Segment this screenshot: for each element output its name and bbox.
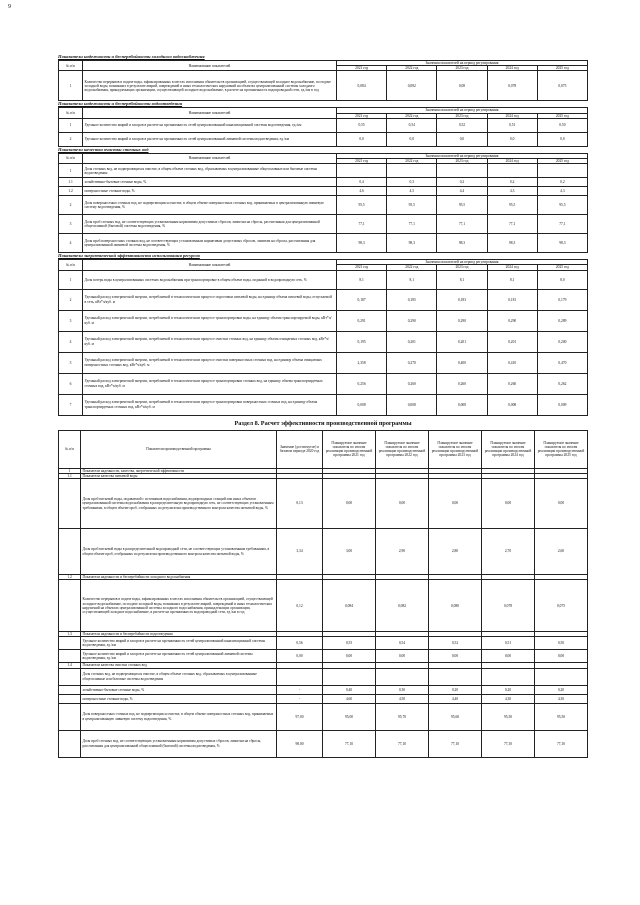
table-row xyxy=(59,187,588,196)
row-name: Удельный расход электрической энергии, потребляемой в технологическом процессе транспортировки сточных вод, на единицу объема транспортируемых сточных вод, кВт*ч/куб. м xyxy=(83,373,337,394)
col-header-plan: Планируемое значение показателя по итогам реализации производственной программы 2021 год xyxy=(323,430,376,468)
row-name: Удельное количество аварий и засоров в расчете на протяженность сетей централизованной ливневой системы водоотведения, ед./км xyxy=(83,132,337,146)
row-value: 0,290 xyxy=(487,310,537,331)
row-value xyxy=(376,668,429,685)
table-program-efficiency xyxy=(58,430,588,758)
row-no: 1 xyxy=(59,270,83,289)
row-base: - xyxy=(277,694,323,703)
row-value: 0,40 xyxy=(323,685,376,694)
col-header-no: № п/п xyxy=(59,61,83,71)
row-value: 4,50 xyxy=(376,694,429,703)
row-no xyxy=(59,703,81,730)
table-wastewater-reliability xyxy=(58,107,588,146)
row-value: 98,3 xyxy=(337,234,387,253)
row-no: 4 xyxy=(59,331,83,352)
row-value: 0,00 xyxy=(482,479,535,529)
table-cold-water-reliability xyxy=(58,60,588,101)
row-value xyxy=(537,164,587,178)
table-row xyxy=(59,270,588,289)
section-title-cold-water-reliability: Показатели надежности и бесперебойности холодного водоснабжения xyxy=(58,54,205,59)
row-value: 0,470 xyxy=(537,352,587,373)
row-value: 98,3 xyxy=(437,234,487,253)
year-header: 2024 год xyxy=(487,66,537,71)
row-no: 1.2 xyxy=(59,187,83,196)
col-header-base: Значение (достигнутое) в базовом периоде 2020 год xyxy=(277,430,323,468)
row-name: Количество перерывов в подаче воды, зафиксированных в местах исполнения обязательств организацией, осуществляющей холодное водоснабжение, по подаче холодной воды, возникших в результате аварий, повреждений и иных технологических нарушений на объектах централизованной системы холодного водоснабжения, принадлежащих организации, осуществляющей холодное водоснабжение, в расчете на протяженность водопроводной сети, ед./км в год xyxy=(83,71,337,101)
row-value: 2,358 xyxy=(337,352,387,373)
row-no xyxy=(59,694,81,703)
row-value: 0,260 xyxy=(387,373,437,394)
row-value xyxy=(429,668,482,685)
year-header: 2023 год xyxy=(437,265,487,270)
row-no: 1 xyxy=(59,468,81,473)
row-name: хозяйственно-бытовые сточные воды, % xyxy=(81,685,277,694)
row-no: 2 xyxy=(59,132,83,146)
row-value: 0,080 xyxy=(429,580,482,632)
row-value: 0,078 xyxy=(482,580,535,632)
row-value: 0,0 xyxy=(337,132,387,146)
row-value: 0,0 xyxy=(387,132,437,146)
row-value: 0,187 xyxy=(337,289,387,310)
row-value: 4,30 xyxy=(482,694,535,703)
table-row xyxy=(59,650,588,663)
row-no xyxy=(59,529,81,575)
row-name: Доля проб питьевой воды в распределительной водопроводной сети, не соответствующих установленным требованиям, в общем объеме проб, отобранных по результатам производственного контроля качества питьевой воды, % xyxy=(81,529,277,575)
row-base: 0,56 xyxy=(277,637,323,650)
year-header: 2023 год xyxy=(437,66,487,71)
row-value: 4,3 xyxy=(487,187,537,196)
row-value: 8,1 xyxy=(387,270,437,289)
col-header-plan: Планируемое значение показателя по итогам реализации производственной программы 2022 год xyxy=(376,430,429,468)
col-header-no: № п/п xyxy=(59,260,83,270)
row-name: Доля поверхностных сточных вод, не подвергающихся очистке, в общем объеме поверхностных сточных вод, принимаемых в централизованную ливневую систему водоотведения, % xyxy=(81,703,277,730)
row-no: 1.4 xyxy=(59,663,81,668)
row-value: 2,60 xyxy=(535,529,588,575)
row-value: 0,52 xyxy=(437,118,487,132)
table-row xyxy=(59,71,588,101)
table-row xyxy=(59,685,588,694)
row-value: 77,10 xyxy=(535,730,588,757)
row-value: 8,0 xyxy=(537,270,587,289)
row-value: 0,260 xyxy=(437,373,487,394)
table-energy-efficiency xyxy=(58,259,588,415)
row-no: 2 xyxy=(59,289,83,310)
row-value: 0,084 xyxy=(323,580,376,632)
row-value: 0,256 xyxy=(337,373,387,394)
row-value: 8,1 xyxy=(437,270,487,289)
row-no xyxy=(59,650,81,663)
row-value: 0,00 xyxy=(535,650,588,663)
row-name: Показатели надежности и бесперебойности водоотведения xyxy=(81,632,277,637)
row-value: 0,2 xyxy=(537,178,587,187)
row-value: 0,201 xyxy=(437,331,487,352)
row-value: 0,3 xyxy=(387,178,437,187)
row-value: 0,181 xyxy=(487,289,537,310)
row-name: Удельный расход электрической энергии, потребляемой в технологическом процессе транспортировки поверхностных сточных вод, на единицу объема транспортируемых сточных вод, кВт*ч/куб. м xyxy=(83,394,337,415)
row-value: 0,201 xyxy=(387,331,437,352)
row-value: 95,5 xyxy=(487,196,537,215)
row-value xyxy=(437,164,487,178)
row-value: 0,20 xyxy=(535,685,588,694)
row-value: 0,008 xyxy=(387,394,437,415)
table-row xyxy=(59,289,588,310)
row-name: Доля потерь воды в централизованных системах водоснабжения при транспортировке в общем объеме воды, поданной в водопроводную сеть, % xyxy=(83,270,337,289)
col-header-plan: Планируемое значение показателя по итогам реализации производственной программы 2024 год xyxy=(482,430,535,468)
table-row xyxy=(59,479,588,529)
row-value: 0,00 xyxy=(535,479,588,529)
year-header: 2024 год xyxy=(487,159,537,164)
row-value xyxy=(535,668,588,685)
col-header-name: Наименование показателей xyxy=(83,108,337,118)
row-value: 95,70 xyxy=(376,703,429,730)
row-value: 4,30 xyxy=(535,694,588,703)
table-row xyxy=(59,730,588,757)
row-value: 0,008 xyxy=(337,394,387,415)
col-header-no: № п/п xyxy=(59,108,83,118)
row-name: Доля проб питьевой воды, подаваемой с источников водоснабжения, водопроводных станций или иных объектов централизованной системы водоснабжения в распределительную водопроводную сеть, не соответствующих установленным требованиям, в общем объеме проб, отобранных по результатам производственного контроля качества питьевой воды, % xyxy=(81,479,277,529)
row-value: 0,008 xyxy=(487,394,537,415)
row-value: 0,00 xyxy=(376,650,429,663)
row-value: 0,078 xyxy=(487,71,537,101)
row-name: Удельное количество аварий и засоров в расчете на протяженность сетей централизованной канализационной системы водоотведения, ед./км xyxy=(81,637,277,650)
table-row xyxy=(59,331,588,352)
row-value: 0,201 xyxy=(487,331,537,352)
row-no: 6 xyxy=(59,373,83,394)
table-row xyxy=(59,694,588,703)
table-row xyxy=(59,118,588,132)
row-no: 4 xyxy=(59,234,83,253)
row-value: 0,185 xyxy=(387,289,437,310)
row-base: 0,00 xyxy=(277,650,323,663)
row-value: 4,60 xyxy=(323,694,376,703)
row-value: 0,410 xyxy=(487,352,537,373)
row-value: 77,1 xyxy=(437,215,487,234)
row-value: 0,009 xyxy=(537,394,587,415)
year-header: 2022 год xyxy=(387,113,437,118)
row-no xyxy=(59,580,81,632)
row-no: 3 xyxy=(59,310,83,331)
row-name: Доля проб поверхностных сточных вод, не соответствующих установленным нормативам допустимых сбросов, лимитам на сбросы, рассчитанная для централизованной ливневой системы водоотведения, % xyxy=(83,234,337,253)
row-value: 0,00 xyxy=(376,479,429,529)
row-value: 95,5 xyxy=(437,196,487,215)
row-value: 0,2 xyxy=(487,178,537,187)
row-no: 1.1 xyxy=(59,473,81,478)
row-value: 0,52 xyxy=(429,637,482,650)
table-row xyxy=(59,234,588,253)
row-no: 1.3 xyxy=(59,632,81,637)
row-value: 4,6 xyxy=(337,187,387,196)
row-value: 77,1 xyxy=(487,215,537,234)
col-header-group: Значения показателей на период регулирования xyxy=(337,153,588,158)
section-title-wastewater-reliability: Показатели надежности и бесперебойности водоотведения xyxy=(58,101,183,107)
table-wastewater-treatment xyxy=(58,153,588,253)
table-row xyxy=(59,215,588,234)
row-no: 1 xyxy=(59,118,83,132)
row-base: 97,00 xyxy=(277,703,323,730)
row-value: 8,1 xyxy=(487,270,537,289)
row-value: 2,90 xyxy=(376,529,429,575)
row-value: 0,54 xyxy=(376,637,429,650)
col-header-name: Наименование показателей xyxy=(83,260,337,270)
row-name: Доля сточных вод, не подвергающихся очистке, в общем объеме сточных вод, сбрасываемых в централизованные общесплавные или бытовые системы водоотведения: xyxy=(83,164,337,178)
row-name: Удельный расход электрической энергии, потребляемой в технологическом процессе подготовки питьевой воды, на единицу объема питьевой воды, отпускаемой в сеть, кВт*ч/куб. м xyxy=(83,289,337,310)
table-row xyxy=(59,164,588,178)
row-value: 0,082 xyxy=(376,580,429,632)
row-value: 4,5 xyxy=(387,187,437,196)
row-value: 77,1 xyxy=(387,215,437,234)
row-value xyxy=(482,668,535,685)
row-no xyxy=(59,730,81,757)
row-name: Доля сточных вод, не подвергающихся очистке, в общем объеме сточных вод, сбрасываемых в централизованные общесплавные или бытовые системы водоотведения xyxy=(81,668,277,685)
row-value: 2,80 xyxy=(429,529,482,575)
year-header: 2021 год xyxy=(337,66,387,71)
row-value: 98,3 xyxy=(537,234,587,253)
table-row xyxy=(59,668,588,685)
row-name: Удельный расход электрической энергии, потребляемой в технологическом процессе очистки сточных вод, на единицу объема очищаемых сточных вод, кВт*ч/куб. м xyxy=(83,331,337,352)
year-header: 2025 год xyxy=(537,265,587,270)
year-header: 2025 год xyxy=(537,159,587,164)
row-value: 0,291 xyxy=(337,310,387,331)
row-name: Показатели качества очистки сточных вод xyxy=(81,663,277,668)
year-header: 2024 год xyxy=(487,265,537,270)
col-header-plan: Планируемое значение показателя по итогам реализации производственной программы 2023 год xyxy=(429,430,482,468)
table-row xyxy=(59,637,588,650)
row-value: 2,70 xyxy=(482,529,535,575)
row-value: 4,40 xyxy=(429,694,482,703)
row-no: 1 xyxy=(59,71,83,101)
col-header-no: № п/п xyxy=(59,153,83,163)
row-base: 0,12 xyxy=(277,580,323,632)
table-row xyxy=(59,132,588,146)
row-value: 4,4 xyxy=(437,187,487,196)
row-value: 98,3 xyxy=(487,234,537,253)
row-value: 0,082 xyxy=(387,71,437,101)
row-name: поверхностные сточные воды, % xyxy=(81,694,277,703)
year-header: 2021 год xyxy=(337,159,387,164)
row-value: 0,0 xyxy=(437,132,487,146)
row-base: 0,13 xyxy=(277,479,323,529)
row-value: 0,00 xyxy=(429,650,482,663)
row-value: 0,4 xyxy=(337,178,387,187)
row-no xyxy=(59,668,81,685)
row-name: Доля проб сточных вод, не соответствующих установленным нормативам допустимых сбросов, лимитам на сбросы, рассчитанная для централизованной общесплавной (бытовой) системы водоотведения, % xyxy=(81,730,277,757)
row-value: 77,1 xyxy=(337,215,387,234)
row-value xyxy=(487,164,537,178)
row-value xyxy=(387,164,437,178)
row-no xyxy=(59,637,81,650)
page-mark: 9 xyxy=(8,4,11,10)
row-value: 95,00 xyxy=(323,703,376,730)
row-no xyxy=(59,685,81,694)
row-value: 0,50 xyxy=(537,118,587,132)
row-value: 3,00 xyxy=(323,529,376,575)
table-row xyxy=(59,580,588,632)
year-header: 2021 год xyxy=(337,265,387,270)
row-no: 1.1 xyxy=(59,178,83,187)
row-value: 0,54 xyxy=(387,118,437,132)
col-header-name: Показатели производственной программы xyxy=(81,430,277,468)
row-value: 95,50 xyxy=(535,703,588,730)
row-name: хозяйственно-бытовые сточные воды, % xyxy=(83,178,337,187)
section-8-title: Раздел 8. Расчет эффективности производственной программы xyxy=(234,419,412,427)
row-name: Показатели надежности, качества, энергетической эффективности xyxy=(81,468,277,473)
row-value: 95,50 xyxy=(482,703,535,730)
row-value: 0,075 xyxy=(535,580,588,632)
year-header: 2023 год xyxy=(437,159,487,164)
row-base: - xyxy=(277,685,323,694)
row-value: 0,183 xyxy=(437,289,487,310)
row-value: 0,55 xyxy=(337,118,387,132)
row-value: 95,5 xyxy=(337,196,387,215)
row-value: 0,00 xyxy=(429,479,482,529)
table-row xyxy=(59,352,588,373)
row-name: Количество перерывов в подаче воды, зафиксированных в местах исполнения обязательств организацией, осуществляющей холодное водоснабжение, по подаче холодной воды, возникших в результате аварий, повреждений и иных технологических нарушений на объектах централизованной системы холодного водоснабжения, принадлежащих организации, осуществляющей холодное водоснабжение, в расчете на протяженность водопроводной сети, ед./км в год xyxy=(81,580,277,632)
row-value: 0,08 xyxy=(437,71,487,101)
row-base: 3,34 xyxy=(277,529,323,575)
row-value: 0,51 xyxy=(487,118,537,132)
row-no: 3 xyxy=(59,215,83,234)
section-title-wastewater-treatment: Показатели качества очистки сточных вод xyxy=(58,146,149,152)
row-no xyxy=(59,479,81,529)
year-header: 2024 год xyxy=(487,113,537,118)
table-row xyxy=(59,310,588,331)
col-header-no: № п/п xyxy=(59,430,81,468)
row-value: 0,0 xyxy=(487,132,537,146)
col-header-group: Значения показателей на период регулирования xyxy=(337,61,588,66)
row-no: 2 xyxy=(59,196,83,215)
row-name: Удельное количество аварий и засоров в расчете на протяженность сетей централизованной ливневой системы водоотведения, ед./км xyxy=(81,650,277,663)
row-no: 1 xyxy=(59,164,83,178)
col-header-group: Значения показателей на период регулирования xyxy=(337,108,588,113)
year-header: 2025 год xyxy=(537,113,587,118)
row-value: 0,179 xyxy=(537,289,587,310)
year-header: 2021 год xyxy=(337,113,387,118)
year-header: 2023 год xyxy=(437,113,487,118)
row-value: 0,084 xyxy=(337,71,387,101)
row-no: 5 xyxy=(59,352,83,373)
row-value: 0,270 xyxy=(387,352,437,373)
year-header: 2025 год xyxy=(537,66,587,71)
col-header-group: Значения показателей на период регулирования xyxy=(337,260,588,265)
row-value: 77,10 xyxy=(429,730,482,757)
table-row xyxy=(59,703,588,730)
row-name: Показатели надежности и бесперебойности холодного водоснабжения xyxy=(81,575,277,580)
table-row xyxy=(59,373,588,394)
row-value: 0,260 xyxy=(487,373,537,394)
row-value: 0,20 xyxy=(429,685,482,694)
row-value: 95,5 xyxy=(537,196,587,215)
row-name: Удельный расход электрической энергии, потребляемой в технологическом процессе очистки поверхностных сточных вод, на единицу объема очищаемых поверхностных сточных вод, кВт*ч/куб. м xyxy=(83,352,337,373)
row-value: 0,290 xyxy=(437,310,487,331)
row-value: 0,00 xyxy=(482,650,535,663)
year-header: 2022 год xyxy=(387,159,437,164)
row-value: 0,0 xyxy=(537,132,587,146)
row-value: 4,3 xyxy=(537,187,587,196)
row-value: 0,290 xyxy=(387,310,437,331)
table-row xyxy=(59,178,588,187)
row-value: 0,2 xyxy=(437,178,487,187)
row-name: Показатели качества питьевой воды xyxy=(81,473,277,478)
col-header-plan: Планируемое значение показателя по итогам реализации производственной программы 2025 год xyxy=(535,430,588,468)
row-value: 77,10 xyxy=(376,730,429,757)
row-name: поверхностные сточные воды, % xyxy=(83,187,337,196)
row-value: 0,00 xyxy=(323,650,376,663)
row-no: 7 xyxy=(59,394,83,415)
table-row xyxy=(59,196,588,215)
col-header-name: Наименование показателей xyxy=(83,61,337,71)
row-value: 77,1 xyxy=(537,215,587,234)
document-page xyxy=(58,54,588,758)
row-value: 77,10 xyxy=(323,730,376,757)
row-name: Доля поверхностных сточных вод, не подвергающихся очистке, в общем объеме поверхностных сточных вод, принимаемых в централизованную ливневую систему водоотведения, % xyxy=(83,196,337,215)
row-value: 0,30 xyxy=(376,685,429,694)
row-name: Удельный расход электрической энергии, потребляемой в технологическом процессе транспортировки воды, на единицу объема транспортируемой воды, кВт*ч/куб. м xyxy=(83,310,337,331)
row-value: 0,00 xyxy=(323,479,376,529)
row-value xyxy=(323,668,376,685)
year-header: 2022 год xyxy=(387,265,437,270)
row-value: 0,200 xyxy=(537,331,587,352)
row-value: 95,60 xyxy=(429,703,482,730)
row-value: 0,55 xyxy=(323,637,376,650)
row-value: 0,51 xyxy=(482,637,535,650)
row-value xyxy=(337,164,387,178)
row-value: 0,400 xyxy=(437,352,487,373)
row-base xyxy=(277,668,323,685)
table-row xyxy=(59,529,588,575)
row-value: 8,1 xyxy=(337,270,387,289)
row-value: 95,5 xyxy=(387,196,437,215)
row-value: 0,008 xyxy=(437,394,487,415)
row-value: 77,10 xyxy=(482,730,535,757)
header-row xyxy=(59,430,588,468)
row-value: 0,20 xyxy=(482,685,535,694)
row-base: 98,00 xyxy=(277,730,323,757)
row-value: 0,289 xyxy=(537,310,587,331)
col-header-name: Наименование показателей xyxy=(83,153,337,163)
section-title-energy-efficiency: Показатели энергетической эффективности использования ресурсов xyxy=(58,253,200,259)
table-row xyxy=(59,394,588,415)
row-value: 0,195 xyxy=(337,331,387,352)
row-name: Удельное количество аварий и засоров в расчете на протяженность сетей централизованной канализационной системы водоотведения, ед./км xyxy=(83,118,337,132)
row-no: 1.2 xyxy=(59,575,81,580)
row-name: Доля проб сточных вод, не соответствующих установленным нормативам допустимых сбросов, лимитам на сбросы, рассчитанная для централизованной общесплавной (бытовой) системы водоотведения, % xyxy=(83,215,337,234)
row-value: 0,075 xyxy=(537,71,587,101)
row-value: 98,3 xyxy=(387,234,437,253)
row-value: 0,262 xyxy=(537,373,587,394)
year-header: 2022 год xyxy=(387,66,437,71)
row-value: 0,50 xyxy=(535,637,588,650)
